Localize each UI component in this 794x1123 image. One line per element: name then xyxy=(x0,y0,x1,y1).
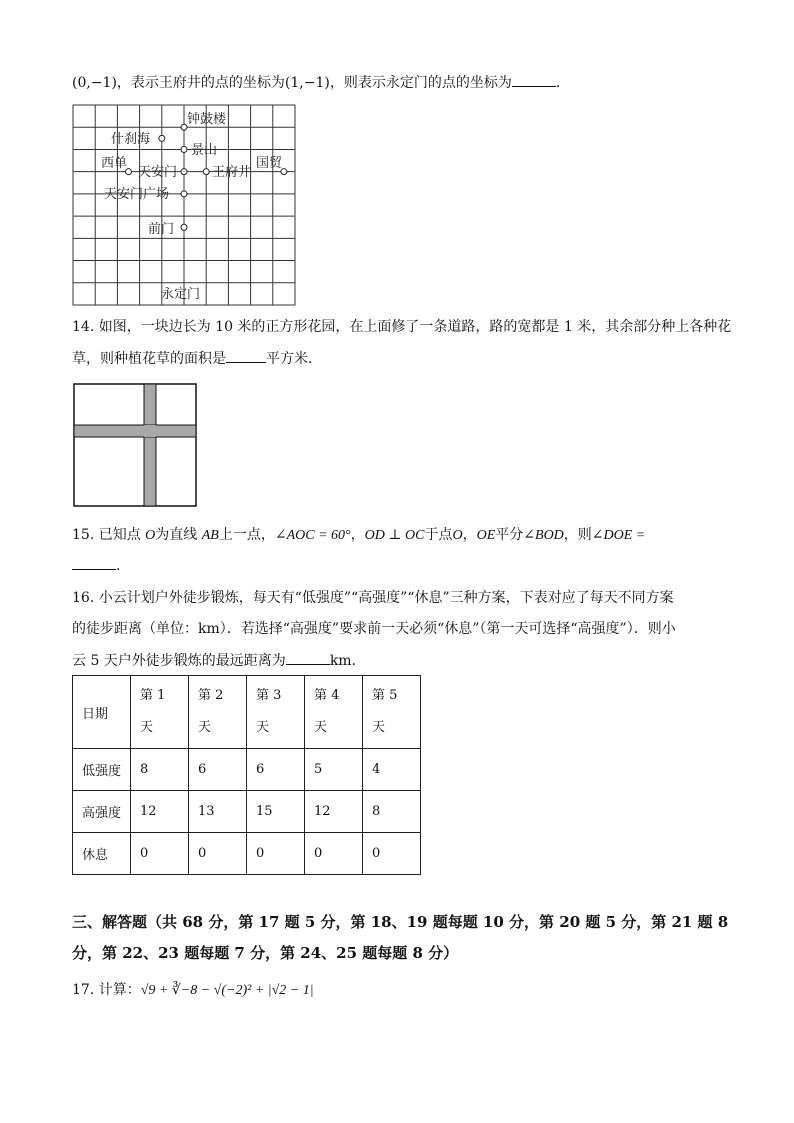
day-header: 第 2 天 xyxy=(189,676,247,749)
q14-line2 xyxy=(72,348,322,369)
q15-od-perp: OD ⊥ OC xyxy=(364,528,425,543)
row-label-rest: 休息 xyxy=(73,833,131,875)
q14-line2-a: 草，则种植花草的面积是 xyxy=(72,351,226,367)
label-qianmen: 前门 xyxy=(148,222,175,237)
answer-blank-14 xyxy=(226,348,266,363)
day-header: 第 1 天 xyxy=(131,676,189,749)
q17-line xyxy=(72,980,314,1001)
q17-expression: √9 + ∛−8 − √(−2)² + |√2 − 1| xyxy=(140,983,314,998)
q15-t7: ，则 xyxy=(563,527,592,543)
section3-title-line1: 三、解答题（共 68 分，第 17 题 5 分，第 18、19 题每题 10 分，第 20 题 5 分，第 21 题 8 xyxy=(72,913,729,931)
label-tiananmen: 天安门 xyxy=(138,165,178,180)
table-header-row xyxy=(73,676,421,749)
q15-line2 xyxy=(72,555,120,576)
q15-oe: OE xyxy=(476,528,496,543)
label-zhonggulou: 钟鼓楼 xyxy=(187,112,227,127)
q15-num: 15. 已知点 xyxy=(72,527,141,543)
beijing-map-grid xyxy=(70,103,298,308)
table-cell: 6 xyxy=(247,749,305,791)
point-jingshan xyxy=(181,146,187,152)
q15-t6: 平分 xyxy=(495,527,524,543)
day-header: 第 5 天 xyxy=(363,676,421,749)
q16-line2: 的徒步距离（单位：km）．若选择“高强度”要求前一天必须“休息”（第一天可选择“高强度”）．则小 xyxy=(72,621,676,637)
answer-blank-15 xyxy=(72,555,116,570)
q15-angle-bod: ∠BOD xyxy=(523,528,564,543)
q15-angle-doe: ∠DOE = xyxy=(591,528,646,543)
row-label-low: 低强度 xyxy=(73,749,131,791)
point-tiananmen xyxy=(181,169,187,175)
table-cell: 13 xyxy=(189,791,247,833)
point-qianmen xyxy=(181,224,187,230)
label-tiananmen-square: 天安门广场 xyxy=(104,187,170,202)
q16-line3 xyxy=(72,650,366,671)
point-tiananmen-square xyxy=(181,191,187,197)
section3-title-line2: 分，第 22、23 题每题 7 分，第 24、25 题每题 8 分） xyxy=(72,944,459,962)
point-wangfujing xyxy=(203,169,209,175)
label-shichahai: 什刹海 xyxy=(111,132,151,147)
q15-point-o: O xyxy=(145,528,156,543)
q13-end: ，则表示永定门的点的坐标为 xyxy=(329,75,512,91)
table-cell: 5 xyxy=(305,749,363,791)
answer-blank-16 xyxy=(286,650,330,665)
distance-table xyxy=(72,675,421,875)
table-cell: 12 xyxy=(131,791,189,833)
q14-line2-b: 平方米． xyxy=(266,351,322,367)
day-header: 第 4 天 xyxy=(305,676,363,749)
table-cell: 8 xyxy=(363,791,421,833)
answer-blank-13 xyxy=(512,72,556,87)
label-guomao: 国贸 xyxy=(256,156,283,171)
q16-line3-b: km． xyxy=(329,653,366,669)
q17-label: 17. 计算： xyxy=(72,982,141,998)
q13-period: . xyxy=(555,75,561,91)
table-cell: 0 xyxy=(363,833,421,875)
q15-line-ab: AB xyxy=(201,528,219,543)
table-cell: 4 xyxy=(363,749,421,791)
table-corner: 日期 xyxy=(73,676,131,749)
table-cell: 12 xyxy=(305,791,363,833)
q14-line1: 14. 如图，一块边长为 10 米的正方形花园，在上面修了一条道路，路的宽都是 1 米，其余部分种上各种花 xyxy=(72,319,732,335)
q15-point-o2: O xyxy=(452,528,463,543)
table-cell: 0 xyxy=(247,833,305,875)
label-xidan: 西单 xyxy=(101,156,128,171)
q15-t2: 上一点， xyxy=(218,527,275,543)
point-shichahai xyxy=(159,135,165,141)
table-cell: 0 xyxy=(131,833,189,875)
label-yongdingmen: 永定门 xyxy=(161,287,201,302)
coord-origin: (0,−1) xyxy=(72,75,117,91)
day-header: 第 3 天 xyxy=(247,676,305,749)
q15-angle-aoc: ∠AOC = 60° xyxy=(274,528,351,543)
table-row xyxy=(73,749,421,791)
q15-t5: ， xyxy=(462,527,477,543)
row-label-high: 高强度 xyxy=(73,791,131,833)
q16-line1: 16. 小云计划户外徒步锻炼，每天有“低强度”“高强度”“休息”三种方案，下表对应了每天不同方案 xyxy=(72,590,674,606)
label-wangfujing: 王府井 xyxy=(212,165,252,180)
table-cell: 6 xyxy=(189,749,247,791)
q15-line1 xyxy=(72,525,645,546)
q15-period: . xyxy=(116,558,121,574)
table-row xyxy=(73,833,421,875)
table-row xyxy=(73,791,421,833)
table-cell: 8 xyxy=(131,749,189,791)
q16-line3-a: 云 5 天户外徒步锻炼的最远距离为 xyxy=(72,653,286,669)
q13-mid: ，表示王府井的点的坐标为 xyxy=(116,75,285,91)
label-jingshan: 景山 xyxy=(191,143,218,158)
garden-figure xyxy=(73,383,199,509)
q15-t4: 于点 xyxy=(424,527,453,543)
q15-t3: ， xyxy=(350,527,365,543)
q15-t1: 为直线 xyxy=(155,527,198,543)
q13-text xyxy=(72,72,560,93)
table-cell: 0 xyxy=(305,833,363,875)
table-cell: 15 xyxy=(247,791,305,833)
coord-wangfujing: (1,−1) xyxy=(284,75,330,91)
table-cell: 0 xyxy=(189,833,247,875)
